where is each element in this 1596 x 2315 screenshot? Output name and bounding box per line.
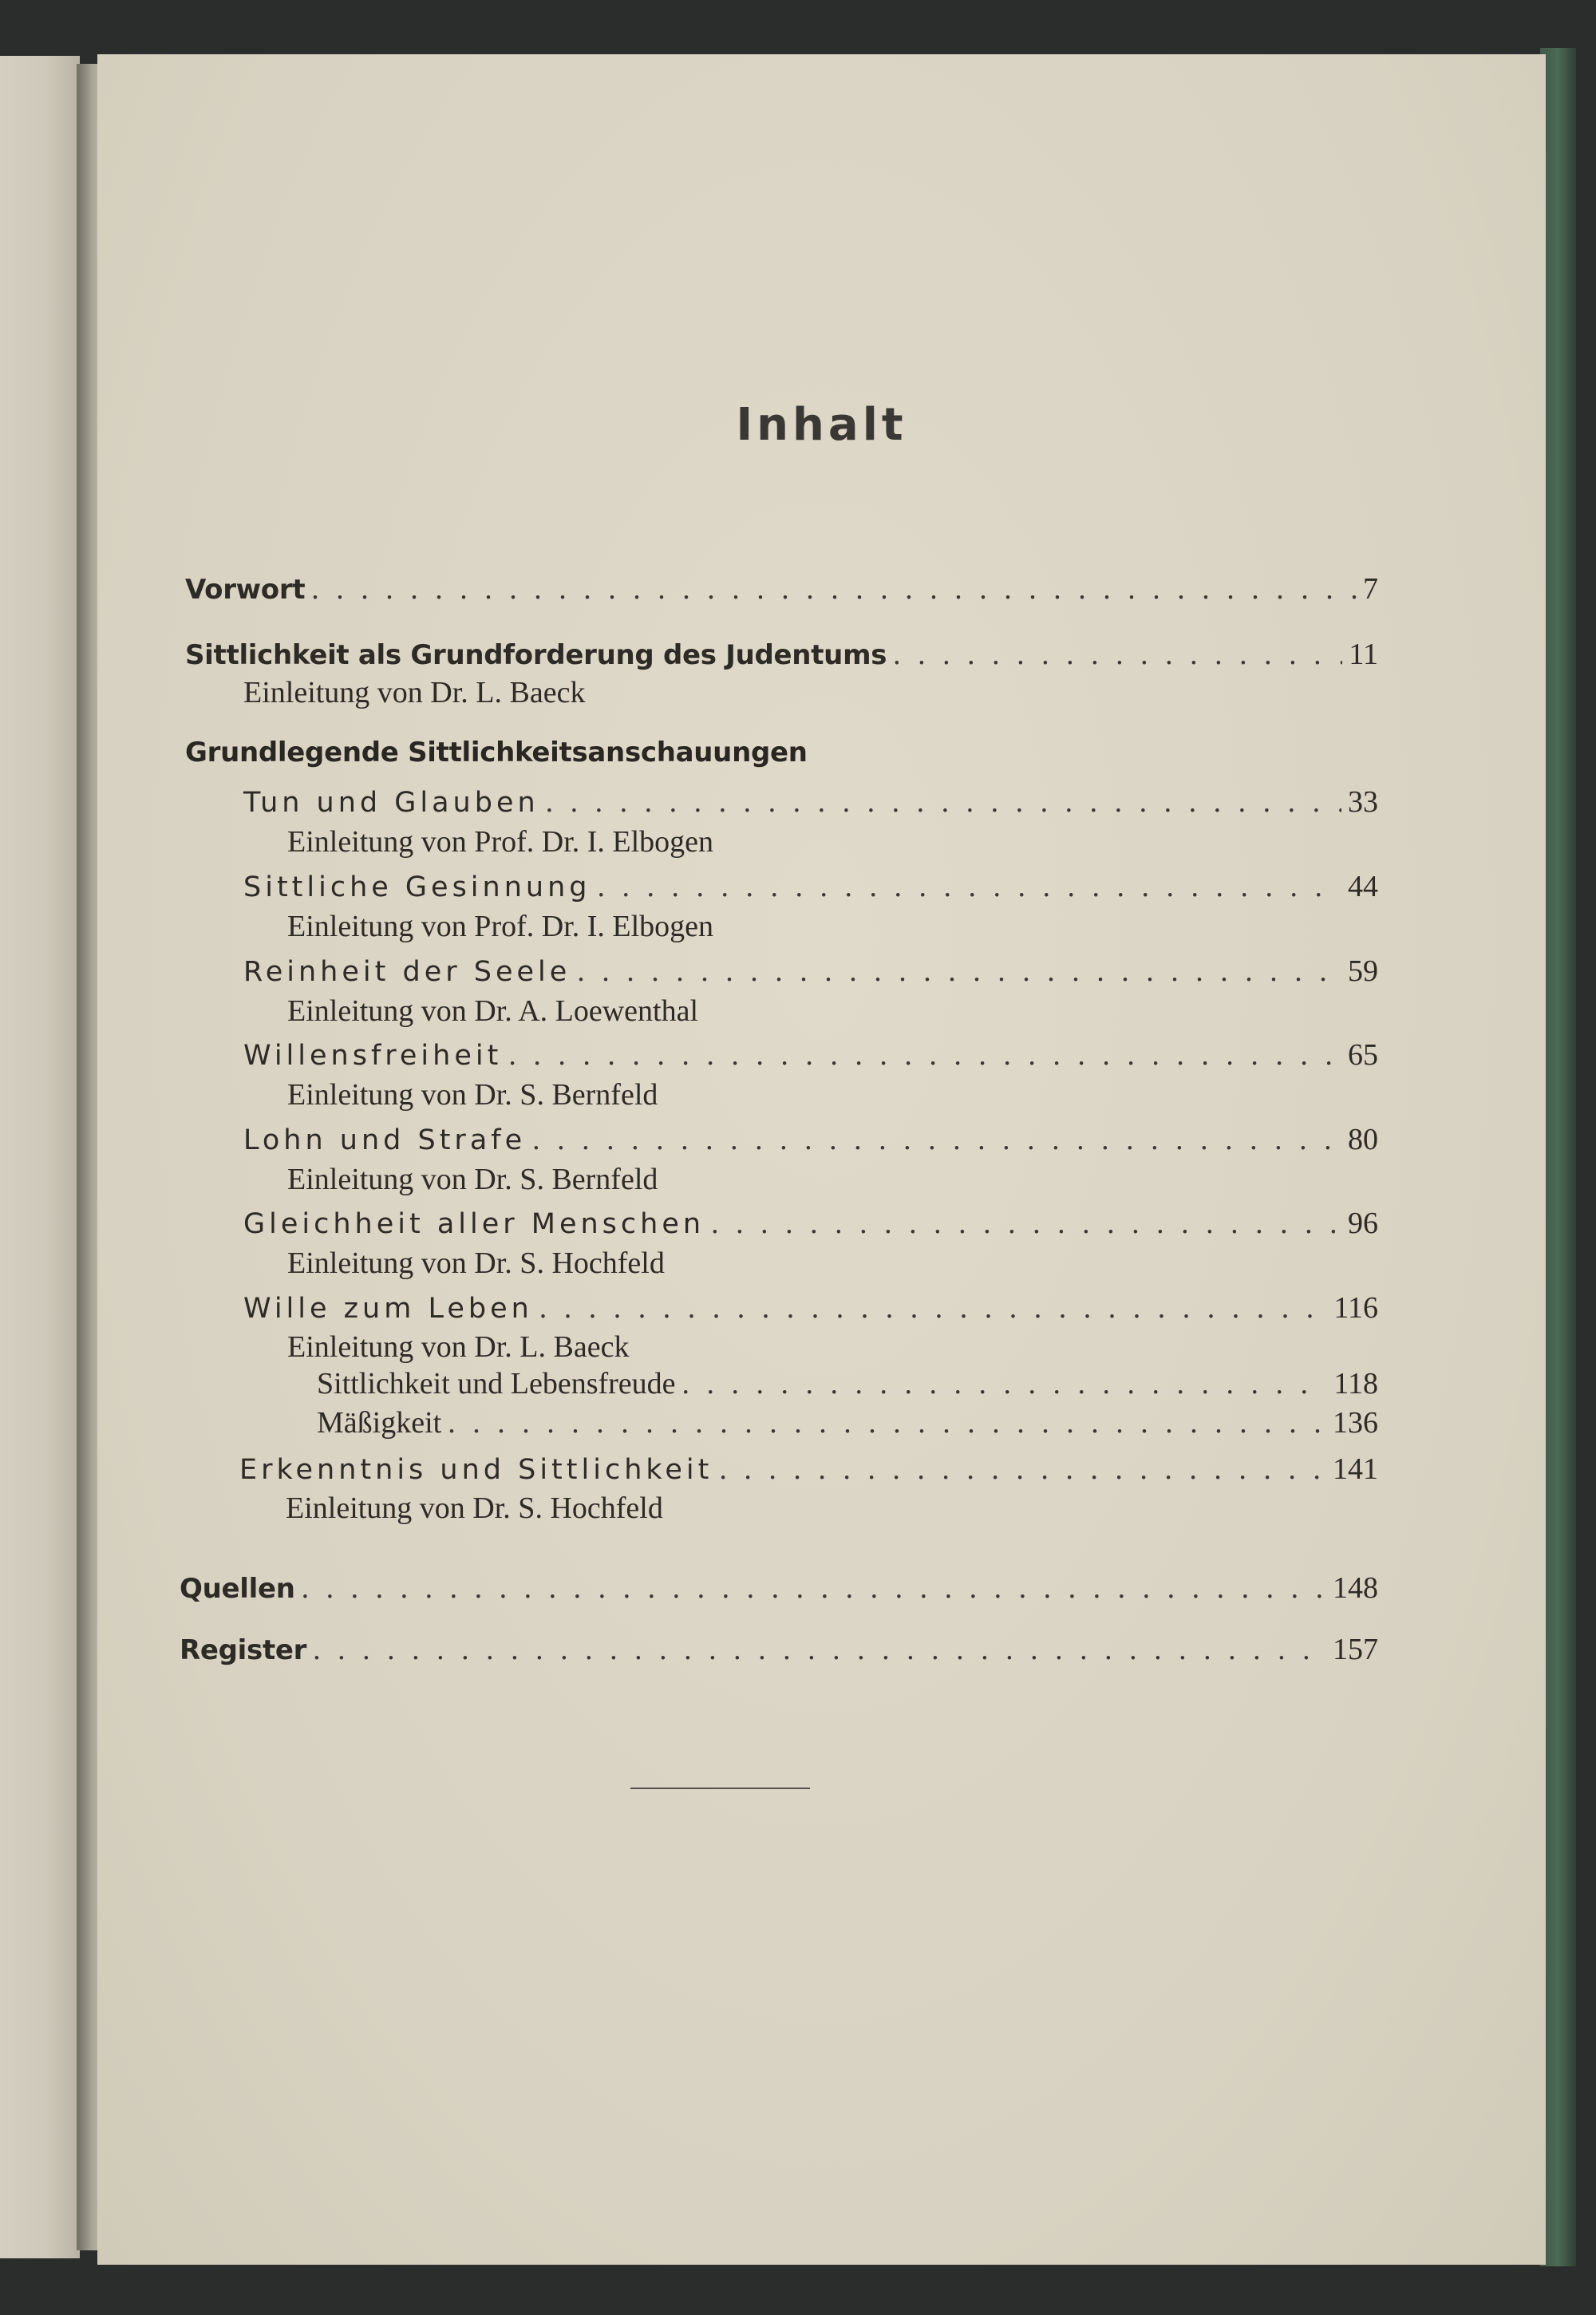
- toc-leader: [577, 954, 1341, 989]
- toc-entry-label: Quellen: [180, 1573, 295, 1605]
- left-page-edge: [0, 56, 80, 2258]
- toc-page-number: 65: [1348, 1038, 1378, 1072]
- toc-leader: [532, 1122, 1341, 1157]
- toc-entry-wille: [243, 1290, 1378, 1325]
- toc-entry-massigkeit: [317, 1405, 1378, 1440]
- toc-entry-reinheit: [243, 954, 1378, 989]
- toc-entry-sittlichkeit: [185, 637, 1378, 672]
- toc-page-number: 118: [1333, 1367, 1378, 1400]
- toc-entry-register: [180, 1632, 1378, 1667]
- toc-page-number: 148: [1333, 1571, 1378, 1605]
- toc-intro-author: Einleitung von Dr. S. Bernfeld: [287, 1163, 658, 1196]
- toc-page-number: 96: [1348, 1207, 1378, 1240]
- toc-leader: [539, 1290, 1328, 1325]
- toc-page-number: 80: [1348, 1123, 1378, 1156]
- toc-leader: [719, 1452, 1326, 1487]
- toc-page-number: 141: [1333, 1452, 1378, 1486]
- toc-leader: [313, 1632, 1326, 1667]
- toc-entry-label: Sittlichkeit als Grundforderung des Judentums: [185, 639, 887, 671]
- closing-rule: [630, 1788, 810, 1789]
- toc-entry-label: Tun und Glauben: [243, 787, 539, 819]
- toc-page-number: 7: [1363, 572, 1378, 606]
- toc-intro-author: Einleitung von Dr. S. Hochfeld: [287, 1246, 665, 1280]
- toc-entry-label: Sittliche Gesinnung: [243, 871, 591, 903]
- toc-entry-erkenntnis: [239, 1452, 1378, 1487]
- toc-page-number: 59: [1348, 954, 1378, 988]
- toc-page-number: 33: [1348, 785, 1378, 819]
- toc-entry-tun: [243, 784, 1378, 820]
- book-page: [97, 54, 1546, 2265]
- toc-entry-label: Gleichheit aller Menschen: [243, 1208, 705, 1240]
- toc-entry-label: Register: [180, 1634, 307, 1666]
- toc-intro-author: Einleitung von Dr. S. Hochfeld: [286, 1491, 663, 1525]
- toc-leader: [311, 571, 1357, 606]
- page-title: Inhalt: [736, 399, 907, 451]
- toc-page-number: 136: [1333, 1406, 1378, 1440]
- toc-section-heading: Grundlegende Sittlichkeitsanschauungen: [185, 737, 808, 768]
- toc-entry-willensfreiheit: [243, 1037, 1378, 1073]
- toc-leader: [682, 1366, 1328, 1401]
- toc-entry-lebensfreude: [317, 1366, 1378, 1401]
- toc-page-number: 11: [1349, 638, 1378, 671]
- toc-leader: [448, 1405, 1326, 1440]
- toc-intro-author: Einleitung von Dr. L. Baeck: [243, 676, 586, 709]
- toc-entry-label: Sittlichkeit und Lebensfreude: [317, 1367, 676, 1400]
- toc-intro-author: Einleitung von Dr. L. Baeck: [287, 1330, 630, 1364]
- toc-entry-label: Vorwort: [185, 574, 306, 606]
- toc-page-number: 44: [1348, 870, 1378, 903]
- toc-entry-label: Wille zum Leben: [243, 1293, 533, 1325]
- toc-intro-author: Einleitung von Prof. Dr. I. Elbogen: [287, 910, 714, 943]
- toc-entry-label: Lohn und Strafe: [243, 1124, 527, 1156]
- toc-intro-author: Einleitung von Prof. Dr. I. Elbogen: [287, 825, 714, 859]
- toc-intro-author: Einleitung von Dr. A. Loewenthal: [287, 994, 699, 1028]
- toc-entry-vorwort: [185, 571, 1378, 606]
- toc-page-number: 116: [1333, 1291, 1378, 1325]
- toc-intro-author: Einleitung von Dr. S. Bernfeld: [287, 1078, 658, 1112]
- toc-page-number: 157: [1333, 1633, 1378, 1666]
- toc-entry-gleichheit: [243, 1206, 1378, 1241]
- toc-leader: [508, 1037, 1341, 1073]
- toc-leader: [546, 784, 1341, 820]
- toc-leader: [302, 1570, 1326, 1606]
- toc-leader: [597, 869, 1341, 904]
- toc-leader: [711, 1206, 1341, 1241]
- toc-entry-lohn: [243, 1122, 1378, 1157]
- toc-entry-label: Erkenntnis und Sittlichkeit: [239, 1454, 713, 1486]
- toc-entry-label: Reinheit der Seele: [243, 956, 571, 988]
- toc-leader: [893, 637, 1342, 672]
- toc-entry-quellen: [180, 1570, 1378, 1606]
- toc-entry-gesinnung: [243, 869, 1378, 904]
- toc-entry-label: Willensfreiheit: [243, 1040, 503, 1072]
- toc-entry-label: Mäßigkeit: [317, 1406, 442, 1440]
